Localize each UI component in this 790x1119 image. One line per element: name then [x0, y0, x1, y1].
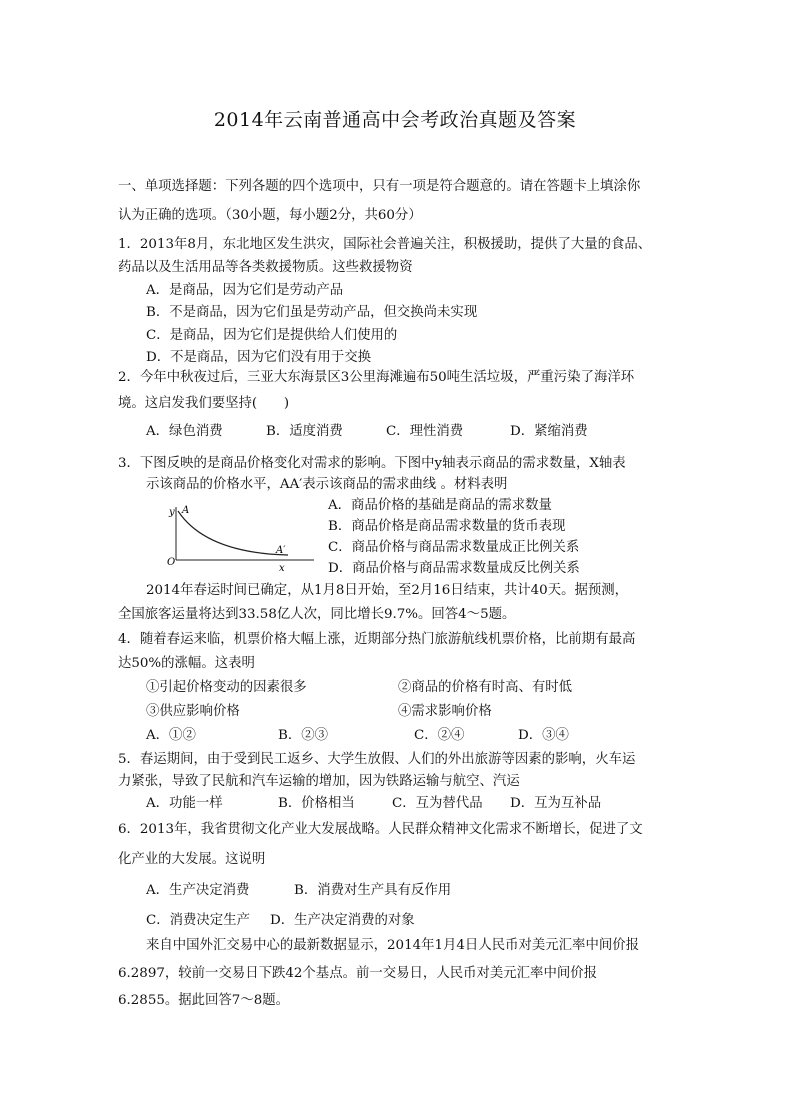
question-1-stem-line-2: 药品以及生活用品等各类救援物质。这些救援物资 — [118, 260, 413, 275]
question-6-option-d: D．生产决定消费的对象 — [270, 913, 415, 928]
question-3-stem-line-2: 示该商品的价格水平，AA′表示该商品的需求曲线 。材料表明 — [146, 477, 508, 492]
question-4-statement-1: ①引起价格变动的因素很多 — [146, 680, 307, 695]
section-instruction-line-1: 一、单项选择题：下列各题的四个选项中，只有一项是符合题意的。请在答题卡上填涂你 — [118, 179, 641, 194]
question-2-stem-line-1: 2．今年中秋夜过后，三亚大东海景区3公里海滩遍布50吨生活垃圾，严重污染了海洋环 — [118, 370, 635, 385]
question-5-option-d: D．互为互补品 — [510, 796, 602, 811]
section-instruction-line-2: 认为正确的选项。（30小题，每小题2分，共60分） — [118, 208, 422, 223]
demand-curve-graph — [166, 503, 326, 573]
question-3-option-c: C．商品价格与商品需求数量成正比例关系 — [328, 540, 580, 555]
graph-label-a-prime: A′ — [276, 545, 286, 556]
question-1-stem-line-1: 1．2013年8月，东北地区发生洪灾，国际社会普遍关注，积极援助，提供了大量的食品、 — [118, 237, 652, 252]
question-2-option-a: A．绿色消费 — [146, 424, 223, 439]
question-5-stem-line-2: 力紧张，导致了民航和汽车运输的增加，因为铁路运输与航空、汽运 — [118, 774, 520, 789]
question-4-statement-2: ②商品的价格有时高、有时低 — [398, 680, 573, 695]
graph-label-y: y — [169, 507, 175, 518]
question-1-option-b: B．不是商品，因为它们虽是劳动产品，但交换尚未实现 — [146, 305, 478, 320]
material-7-8-line-1: 来自中国外汇交易中心的最新数据显示，2014年1月4日人民币对美元汇率中间价报 — [146, 938, 640, 953]
question-6-stem-line-2: 化产业的大发展。这说明 — [118, 852, 266, 867]
question-5-option-c: C．互为替代品 — [392, 796, 483, 811]
question-2-option-d: D．紧缩消费 — [510, 424, 588, 439]
material-4-5-line-2: 全国旅客运量将达到33.58亿人次，同比增长9.7%。回答4～5题。 — [118, 607, 516, 622]
question-3-stem-line-1: 3．下图反映的是商品价格变化对需求的影响。下图中y轴表示商品的需求数量，X轴表 — [118, 456, 626, 471]
question-2-option-b: B．适度消费 — [266, 424, 343, 439]
page-title: 2014年云南普通高中会考政治真题及答案 — [213, 109, 577, 131]
question-6-stem-line-1: 6．2013年，我省贯彻文化产业大发展战略。人民群众精神文化需求不断增长，促进了文 — [118, 822, 643, 837]
demand-curve-line — [178, 511, 288, 555]
question-4-option-c: C．②④ — [414, 728, 465, 743]
graph-label-x: x — [279, 563, 285, 573]
material-7-8-line-3: 6.2855。据此回答7～8题。 — [118, 993, 290, 1008]
question-4-stem-line-1: 4．随着春运来临，机票价格大幅上涨，近期部分热门旅游航线机票价格，比前期有最高 — [118, 632, 636, 647]
question-6-option-b: B．消费对生产具有反作用 — [294, 883, 452, 898]
question-3-option-d: D．商品价格与商品需求数量成反比例关系 — [328, 561, 580, 576]
question-1-option-a: A．是商品，因为它们是劳动产品 — [146, 283, 344, 298]
question-1-option-c: C．是商品，因为它们是提供给人们使用的 — [146, 328, 398, 343]
graph-label-a: A — [182, 505, 190, 516]
question-4-statement-4: ④需求影响价格 — [398, 704, 492, 719]
question-2-stem-line-2: 境。这启发我们要坚持( ) — [118, 396, 290, 411]
question-1-option-d: D．不是商品，因为它们没有用于交换 — [146, 350, 371, 365]
question-4-option-a: A．①② — [146, 728, 196, 743]
question-6-option-a: A．生产决定消费 — [146, 883, 250, 898]
question-3-option-a: A．商品价格的基础是商品的需求数量 — [328, 498, 552, 513]
question-5-option-a: A．功能一样 — [146, 796, 223, 811]
material-4-5-line-1: 2014年春运时间已确定，从1月8日开始，至2月16日结束，共计40天。据预测， — [146, 583, 629, 598]
question-4-option-d: D．③④ — [518, 728, 569, 743]
question-5-option-b: B．价格相当 — [278, 796, 355, 811]
question-4-stem-line-2: 达50%的涨幅。这表明 — [118, 656, 255, 671]
material-7-8-line-2: 6.2897，较前一交易日下跌42个基点。前一交易日，人民币对美元汇率中间价报 — [118, 966, 598, 981]
demand-curve-svg — [166, 503, 326, 573]
question-6-option-c: C．消费决定生产 — [146, 913, 250, 928]
question-3-option-b: B．商品价格是商品需求数量的货币表现 — [328, 519, 566, 534]
graph-label-origin: O — [167, 557, 176, 568]
question-5-stem-line-1: 5．春运期间，由于受到民工返乡、大学生放假、人们的外出旅游等因素的影响，火车运 — [118, 752, 636, 767]
question-2-option-c: C．理性消费 — [386, 424, 464, 439]
question-4-option-b: B．②③ — [278, 728, 329, 743]
question-4-statement-3: ③供应影响价格 — [146, 704, 240, 719]
